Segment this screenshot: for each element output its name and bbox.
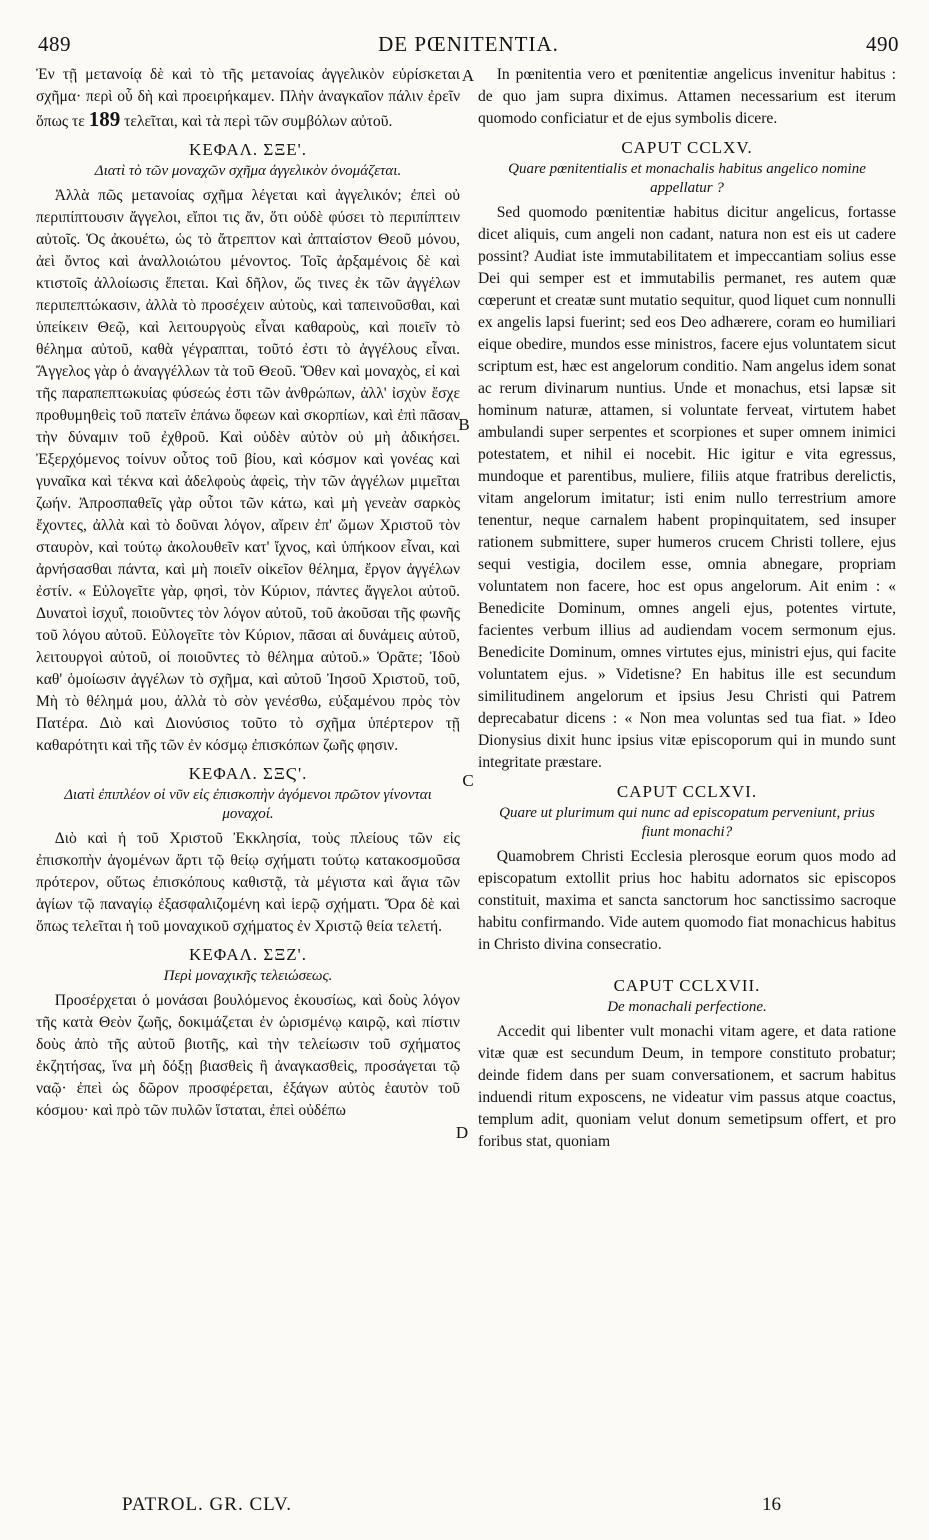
greek-chapter-text: Διὸ καὶ ἡ τοῦ Χριστοῦ Ἐκκλησία, τοὺς πλείους τῶν εἰς ἐπισκοπὴν ἀγομένων ἄρτι τῷ θείῳ σχήματι τούτῳ κατακοσμοῦσα πρότερον, οὕτως ἐπισκόπους καθιστᾷ, τὰ μέγιστα καὶ ἅγια τῶν ἁγίων τῷ παναγίῳ ἐξασφαλιζομένη καὶ ἱερῷ σχήματι. Ὅρα δὲ καὶ ὅπως τελεῖται ἡ τοῦ μοναχικοῦ σχήματος ἐν Χριστῷ θεία τελετή. <box>36 830 460 935</box>
latin-chapter-subtitle: Quare ut plurimum qui nunc ad episcopatum perveniunt, prius fiunt monachi? <box>499 805 875 840</box>
page-footer <box>0 1494 929 1522</box>
greek-chapter-text: Προσέρχεται ὁ μονάσαι βουλόμενος ἑκουσίως, καὶ δοὺς λόγον τῆς κατὰ Θεὸν ζωῆς, δοκιμάζεται ἐν ὡρισμένῳ καιρῷ, καὶ πίστιν δοὺς ἀπὸ τῆς αὐτοῦ βιοτῆς, καὶ τὴν τελείωσιν τοῦ σχήματος ἐκζητήσας, ἵνα μὴ δόξῃ βιασθεὶς ἢ ἀναγκασθεὶς, προσάγεται τῷ ναῷ· ἐπεὶ ὡς δῶρον προσφέρεται, ἐξάγων αὐτὸς ἑαυτὸν τοῦ κόσμου· καὶ πρὸ τῶν πυλῶν ἵσταται, ἐπεὶ οὐδέπω <box>36 992 460 1119</box>
running-title: DE PŒNITENTIA. <box>378 32 559 56</box>
spacer <box>478 956 896 968</box>
signature-mark: PATROL. GR. CLV. <box>122 1494 292 1515</box>
running-header <box>38 32 899 62</box>
margin-letter: A <box>461 66 475 85</box>
latin-chapter-heading: CAPUT CCLXV. <box>621 138 753 157</box>
margin-letter: B <box>458 415 470 434</box>
sheet-number: 16 <box>762 1494 781 1515</box>
latin-chapter-subtitle: De monachali perfectione. <box>607 999 767 1015</box>
margin-letter: C <box>462 771 474 790</box>
greek-chapter-subtitle: Περὶ μοναχικῆς τελειώσεως. <box>163 968 333 984</box>
greek-chapter-heading: ΚΕΦΑΛ. ΣΞΖ'. <box>189 945 307 964</box>
greek-chapter-text: Ἀλλὰ πῶς μετανοίας σχῆμα λέγεται καὶ ἀγγελικόν; ἐπεὶ οὐ περιπίπτουσιν ἄγγελοι, εἴποι τις ἄν, ὅτι οὐδὲ φύσει τὸ περιπίπτειν αὐτοῖς. Ὁς ἀκουέτω, ὡς τὸ ἄτρεπτον καὶ ἀπταίστον Θεοῦ μόνου, ἀεὶ ὄντος καὶ ἀναλλοιώτου μένοντος. Τοῖς ἀρξαμένοις δὲ καὶ κτιστοῖς ἀλλοίωσις ἕπεται. Καὶ δῆλον, ὥς τινες ἐκ τῶν ἀγγέλων περιπεπτώκασιν, ἀλλὰ τὸ προσέχειν αὐτοὺς, καὶ ταπεινοῦσθαι, καὶ ὑπείκειν Θεῷ, καὶ λειτουργοὺς εἶναι καθαροὺς, καὶ ποιεῖν τὸ θέλημα αὐτοῦ, καθὰ γέγραπται, τοῦτό ἐστι τὸ ἀγγέλους εἶναι. Ἄγγελος γὰρ ὁ ἀναγγέλλων τὰ τοῦ Θεοῦ. Ὅθεν καὶ μοναχὸς, εἰ καὶ τῆς παραπεπτωκυίας φύσεώς ἐστι τῶν ἀνθρώπων, ἀλλ' ἰσχὺν ἔσχε προθυμηθεὶς τοῦ πατεῖν ἐπάνω ὄφεων καὶ σκορπίων, καὶ ἐπὶ πᾶσαν τὴν δύναμιν τοῦ ἐχθροῦ. Καὶ οὐδὲν αὐτὸν οὐ μὴ ἀδικήσει. Ἐξερχόμενος τοίνυν οὗτος τοῦ βίου, καὶ κόσμον καὶ γονέας καὶ γυναῖκα καὶ τέκνα καὶ ἀδελφοὺς ἀφεὶς, τὴν τῶν ἀγγέλων μιμεῖται ζωήν. Ἀπροσπαθεῖς γὰρ οὗτοι τῶν κάτω, καὶ μὴ γενεὰν σαρκὸς ἔχοντες, ἀλλὰ καὶ τὸ δοῦναι λόγον, αἴρειν ἐπ' ὤμων Χριστοῦ τὸν σταυρὸν, καὶ τούτῳ ἀκολουθεῖν κατ' ἴχνος, καὶ ὑπήκοον εἶναι, καὶ ἀρνήσασθαι πάντα, καὶ μὴ ποιεῖν οἰκεῖον θέλημα, ἔργον ἀγγέλων ἐστίν. « Εὐλογεῖτε γὰρ, φησὶ, τὸν Κύριον, πάντες ἄγγελοι αὐτοῦ. Δυνατοὶ ἰσχυΐ, ποιοῦντες τὸν λόγον αὐτοῦ, τοῦ ἀκοῦσαι τῆς φωνῆς τοῦ λόγου αὐτοῦ. Εὐλογεῖτε τὸν Κύριον, πᾶσαι αἱ δυνάμεις αὐτοῦ, λειτουργοὶ αὐτοῦ, οἱ ποιοῦντες τὸ θέλημα αὐτοῦ.» Ὁρᾶτε; Ἰδοὺ καθ' ὁμοίωσιν ἀγγέλων τὸ σχῆμα, καὶ αὐτοῦ Ἰησοῦ Χριστοῦ, τοῦ, Μὴ τὸ θέλημά μου, ἀλλὰ τὸ σὸν γενέσθω, εὐξαμένου πρὸς τὸν Πατέρα. Διὸ καὶ Διονύσιος τοῦτο τὸ σχῆμα ὑπέρτερον τῇ καθαρότητι καὶ τῆς τῶν ἐν κόσμῳ ἐπισκόπων ζωῆς φησιν. <box>36 187 460 754</box>
latin-column <box>478 64 896 1510</box>
greek-chapter-subtitle: Διατὶ ἐπιπλέον οἱ νῦν εἰς ἐπισκοπὴν ἀγόμενοι πρῶτον γίνονται μοναχοί. <box>64 787 432 822</box>
right-page-number: 490 <box>866 32 899 56</box>
margin-letter: D <box>455 1123 469 1142</box>
greek-chapter-heading: ΚΕΦΑΛ. ΣΞϚ'. <box>188 764 308 783</box>
greek-column <box>36 64 460 1510</box>
latin-chapter-subtitle: Quare pœnitentialis et monachalis habitus angelico nomine appellatur ? <box>508 161 866 196</box>
latin-chapter-heading: CAPUT CCLXVI. <box>616 782 758 801</box>
latin-chapter-text: Sed quomodo pœnitentiæ habitus dicitur angelicus, fortasse dicet aliquis, cum angeli non cadant, natura non est eis ut cadere possint? Audiat iste immutabilitatem et impeccantiam solius esse Dei qui semper est et immutabilis permanet, res autem quæ cœperunt et creatæ sunt mutatio sequitur, quod liquet cum nonnulli ex angelis lapsi fuerint; sed eos Deo adhærere, coram eo humiliari eique obedire, mundos esse ministros, facere ejus voluntatem sicut scriptum est, hæc est angelorum conditio. Nam angelus idem sonat ac rerum divinarum nuntius. Unde et monachus, etsi lapsæ sit hominum naturæ, attamen, si voluntate ferveat, virtutem habet ambulandi super serpentes et scorpiones et super omnem inimici potestatem, et nihil ei nocebit. Hic igitur e vita egressus, mundoque et parentibus, muliere, filiis atque fratribus derelictis, vitam angelorum imitatur; isti enim nullo terrestrium amore tenentur, neque carnalem habent propinquitatem, sed insuper rationem submittere, super humeros crucem Christi tollere, ejus sequi vestigia, docilem esse, omnia abnegare, propriam voluntatem non facere, hoc est opus angelorum. Ait enim : « Benedicite Dominum, omnes angeli ejus, potentes virtute, facientes verbum illius ad audiendam vocem sermonum ejus. Benedicite Dominum, omnes virtutes ejus, ministri ejus, qui facite voluntatem ejus. » Videtisne? En habitus ille est secundum similitudinem angelorum et ipsius Jesu Christi qui Patrem deprecabatur dicens : « Non mea voluntas sed tua fiat. » Ideo Dionysius dixit hunc ipsius vitæ episcoporum qui in mundo sunt integritate præstare. <box>478 204 896 771</box>
latin-chapter-heading: CAPUT CCLXVII. <box>613 976 761 995</box>
latin-chapter-text: Accedit qui libenter vult monachi vitam agere, et data ratione vitæ quæ est secundum Deum, in tempore constituto probatur; deinde fidem dans per suam conversationem, et sacrum habitus induendi ritum exposcens, ne videatur vim passus atque coactus, templum adit, quoniam velut donum semetipsum offert, et pro foribus stat, quoniam <box>478 1023 896 1150</box>
greek-intro <box>36 64 460 133</box>
greek-intro-text-end: τελεῖται, καὶ τὰ περὶ τῶν συμβόλων αὐτοῦ. <box>124 113 393 130</box>
left-page-number: 489 <box>38 32 71 56</box>
column-number: 189 <box>88 107 121 131</box>
greek-chapter-subtitle: Διατὶ τὸ τῶν μοναχῶν σχῆμα ἀγγελικὸν ὀνομάζεται. <box>94 163 402 179</box>
greek-chapter-heading: ΚΕΦΑΛ. ΣΞΕ'. <box>189 140 307 159</box>
latin-intro: In pœnitentia vero et pœnitentiæ angelicus invenitur habitus : de quo jam supra diximus. Attamen necessarium est iterum quomodo conficiatur et de ejus symbolis dicere. <box>478 66 896 127</box>
greek-intro-text: Ἐν τῇ μετανοίᾳ δὲ καὶ τὸ τῆς μετανοίας ἀγγελικὸν εὑρίσκεται σχῆμα· περὶ οὗ δὴ καὶ προειρήκαμεν. Πλὴν ἀναγκαῖον πάλιν ἐρεῖν ὅπως τε <box>36 66 460 130</box>
latin-chapter-text: Quamobrem Christi Ecclesia plerosque eorum quos modo ad episcopatum extollit prius hoc habitu adornatos sic episcopos constituit, maxima et sancta sanctorum hoc sanctissimo sacroque habitu confirmando. Vide autem quomodo fiat monachicus habitus in Christo divina consecratio. <box>478 848 896 953</box>
